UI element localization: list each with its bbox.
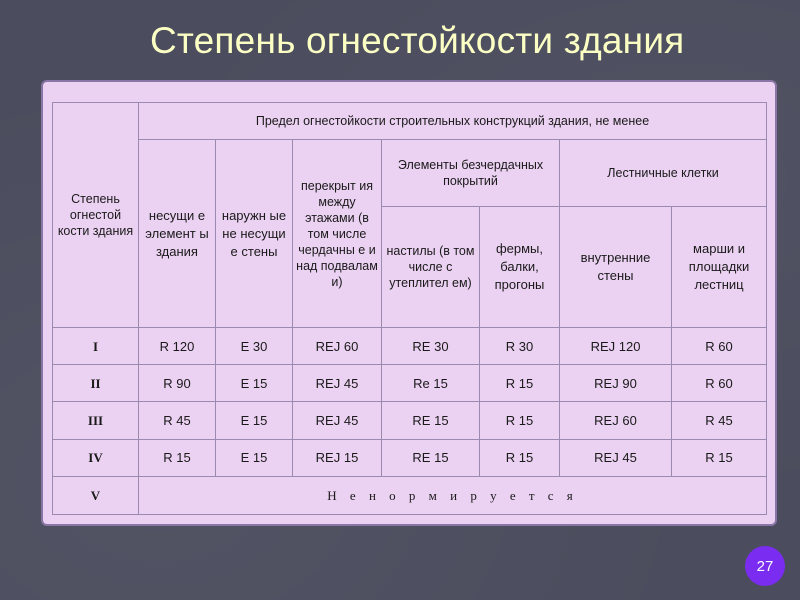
table-row bbox=[53, 402, 767, 439]
table-row bbox=[53, 328, 767, 365]
header-limit: Предел огнестойкости строительных конструкций здания, не менее bbox=[139, 103, 767, 140]
header-outer-walls: наружн ые не несущи е стены bbox=[216, 140, 293, 328]
header-trusses: фермы, балки, прогоны bbox=[480, 207, 560, 328]
header-degree: Степень огнестой кости здания bbox=[53, 103, 139, 328]
cell-value: R 15 bbox=[480, 439, 560, 476]
cell-value: REJ 60 bbox=[560, 402, 672, 439]
cell-value: REJ 45 bbox=[293, 402, 382, 439]
header-roof-group: Элементы безчердачных покрытий bbox=[382, 140, 560, 207]
cell-value: E 15 bbox=[216, 365, 293, 402]
cell-value: R 45 bbox=[672, 402, 767, 439]
cell-value: R 45 bbox=[139, 402, 216, 439]
fire-resistance-table bbox=[52, 102, 767, 515]
header-floors: перекрыт ия между этажами (в том числе чердачны е и над подвалам и) bbox=[293, 140, 382, 328]
cell-value: E 15 bbox=[216, 402, 293, 439]
row-degree: IV bbox=[53, 439, 139, 476]
cell-value: R 60 bbox=[672, 328, 767, 365]
table-row bbox=[53, 365, 767, 402]
cell-value: E 15 bbox=[216, 439, 293, 476]
cell-value: REJ 90 bbox=[560, 365, 672, 402]
cell-value: R 15 bbox=[480, 402, 560, 439]
table-row bbox=[53, 476, 767, 514]
cell-value: R 60 bbox=[672, 365, 767, 402]
row-degree: I bbox=[53, 328, 139, 365]
header-bearing: несущи е элемент ы здания bbox=[139, 140, 216, 328]
cell-value: R 15 bbox=[480, 365, 560, 402]
row-degree: V bbox=[53, 476, 139, 514]
slide-title: Степень огнестойкости здания bbox=[150, 20, 685, 61]
cell-value: REJ 15 bbox=[293, 439, 382, 476]
cell-value: Re 15 bbox=[382, 365, 480, 402]
header-inner-walls: внутренние стены bbox=[560, 207, 672, 328]
cell-value: RE 15 bbox=[382, 402, 480, 439]
not-regulated-note: Н е н о р м и р у е т с я bbox=[139, 476, 767, 514]
cell-value: RE 30 bbox=[382, 328, 480, 365]
row-degree: III bbox=[53, 402, 139, 439]
cell-value: E 30 bbox=[216, 328, 293, 365]
cell-value: REJ 60 bbox=[293, 328, 382, 365]
header-stairs-group: Лестничные клетки bbox=[560, 140, 767, 207]
cell-value: REJ 45 bbox=[560, 439, 672, 476]
page-number-badge: 27 bbox=[745, 546, 785, 586]
cell-value: R 15 bbox=[139, 439, 216, 476]
cell-value: R 90 bbox=[139, 365, 216, 402]
header-decking: настилы (в том числе с утеплител ем) bbox=[382, 207, 480, 328]
cell-value: REJ 120 bbox=[560, 328, 672, 365]
table-row bbox=[53, 439, 767, 476]
cell-value: R 120 bbox=[139, 328, 216, 365]
cell-value: R 30 bbox=[480, 328, 560, 365]
row-degree: II bbox=[53, 365, 139, 402]
cell-value: R 15 bbox=[672, 439, 767, 476]
header-flights: марши и площадки лестниц bbox=[672, 207, 767, 328]
cell-value: REJ 45 bbox=[293, 365, 382, 402]
cell-value: RE 15 bbox=[382, 439, 480, 476]
